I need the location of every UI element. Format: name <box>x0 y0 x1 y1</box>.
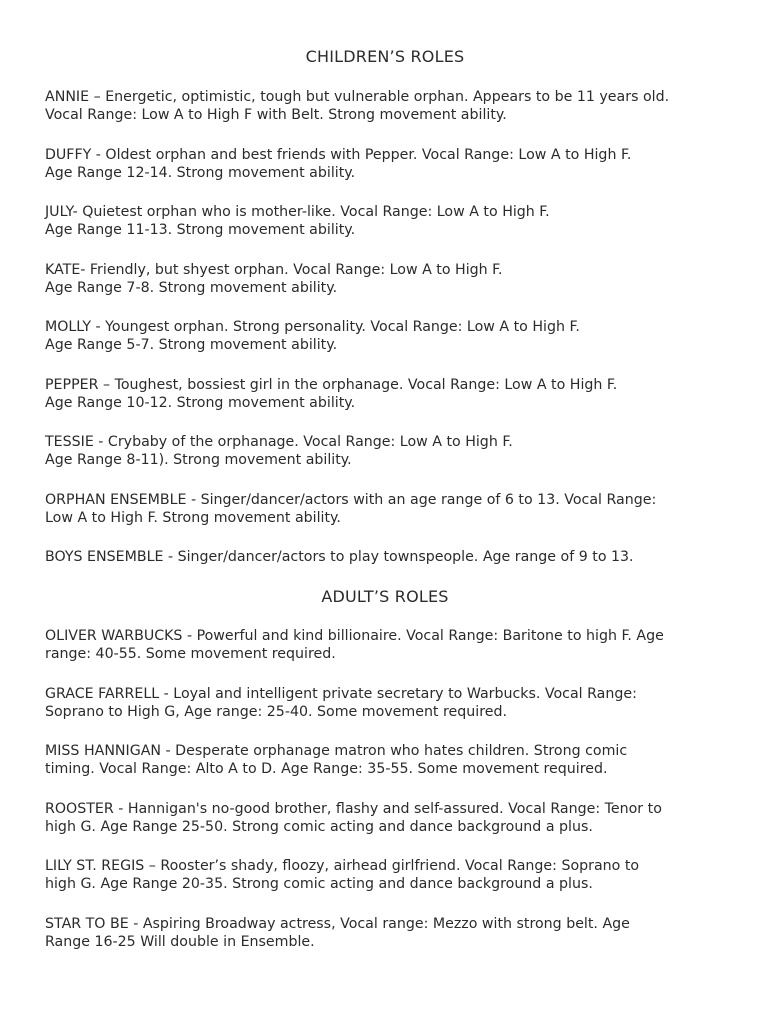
adult-roles-heading: ADULT’S ROLES <box>321 587 449 606</box>
role-july: JULY- Quietest orphan who is mother-like. Vocal Range: Low A to High F. Age Range 11-13. Strong movement ability. <box>45 204 550 238</box>
role-oliver-warbucks: OLIVER WARBUCKS - Powerful and kind billionaire. Vocal Range: Baritone to high F. Age range: 40-55. Some movement required. <box>45 628 664 662</box>
role-rooster: ROOSTER - Hannigan's no-good brother, flashy and self-assured. Vocal Range: Tenor to high G. Age Range 25-50. Strong comic acting and dance background a plus. <box>45 800 662 835</box>
role-miss-hannigan: MISS HANNIGAN - Desperate orphanage matron who hates children. Strong comic timing. Vocal Range: Alto A to D. Age Range: 35-55. Some movement required. <box>45 743 628 777</box>
children-roles-list <box>45 88 725 566</box>
role-tessie: TESSIE - Crybaby of the orphanage. Vocal Range: Low A to High F. Age Range 8-11). Strong movement ability. <box>45 434 513 468</box>
role-molly: MOLLY - Youngest orphan. Strong personality. Vocal Range: Low A to High F. Age Range 5-7. Strong movement ability. <box>45 319 580 353</box>
adult-roles-list <box>45 627 725 951</box>
children-roles-heading: CHILDREN’S ROLES <box>305 47 465 66</box>
role-annie: ANNIE – Energetic, optimistic, tough but vulnerable orphan. Appears to be 11 years old. Vocal Range: Low A to High F with Belt. Strong movement ability. <box>45 89 670 123</box>
role-boys-ensemble: BOYS ENSEMBLE - Singer/dancer/actors to play townspeople. Age range of 9 to 13. <box>45 549 634 565</box>
role-pepper: PEPPER – Toughest, bossiest girl in the orphanage. Vocal Range: Low A to High F. Age Range 10-12. Strong movement ability. <box>45 376 618 411</box>
role-lily-st-regis: LILY ST. REGIS – Rooster’s shady, floozy, airhead girlfriend. Vocal Range: Soprano to high G. Age Range 20-35. Strong comic acting and dance background a plus. <box>45 858 640 892</box>
role-kate: KATE- Friendly, but shyest orphan. Vocal Range: Low A to High F. Age Range 7-8. Strong movement ability. <box>45 261 503 296</box>
role-grace-farrell: GRACE FARRELL - Loyal and intelligent private secretary to Warbucks. Vocal Range: Soprano to High G, Age range: 25-40. Some movement required. <box>45 685 637 720</box>
document-page <box>45 46 725 951</box>
role-orphan-ensemble: ORPHAN ENSEMBLE - Singer/dancer/actors with an age range of 6 to 13. Vocal Range: Low A to High F. Strong movement ability. <box>45 491 657 526</box>
role-star-to-be: STAR TO BE - Aspiring Broadway actress, Vocal range: Mezzo with strong belt. Age Range 16-25 Will double in Ensemble. <box>45 915 630 950</box>
role-duffy: DUFFY - Oldest orphan and best friends with Pepper. Vocal Range: Low A to High F. Age Range 12-14. Strong movement ability. <box>45 146 632 181</box>
